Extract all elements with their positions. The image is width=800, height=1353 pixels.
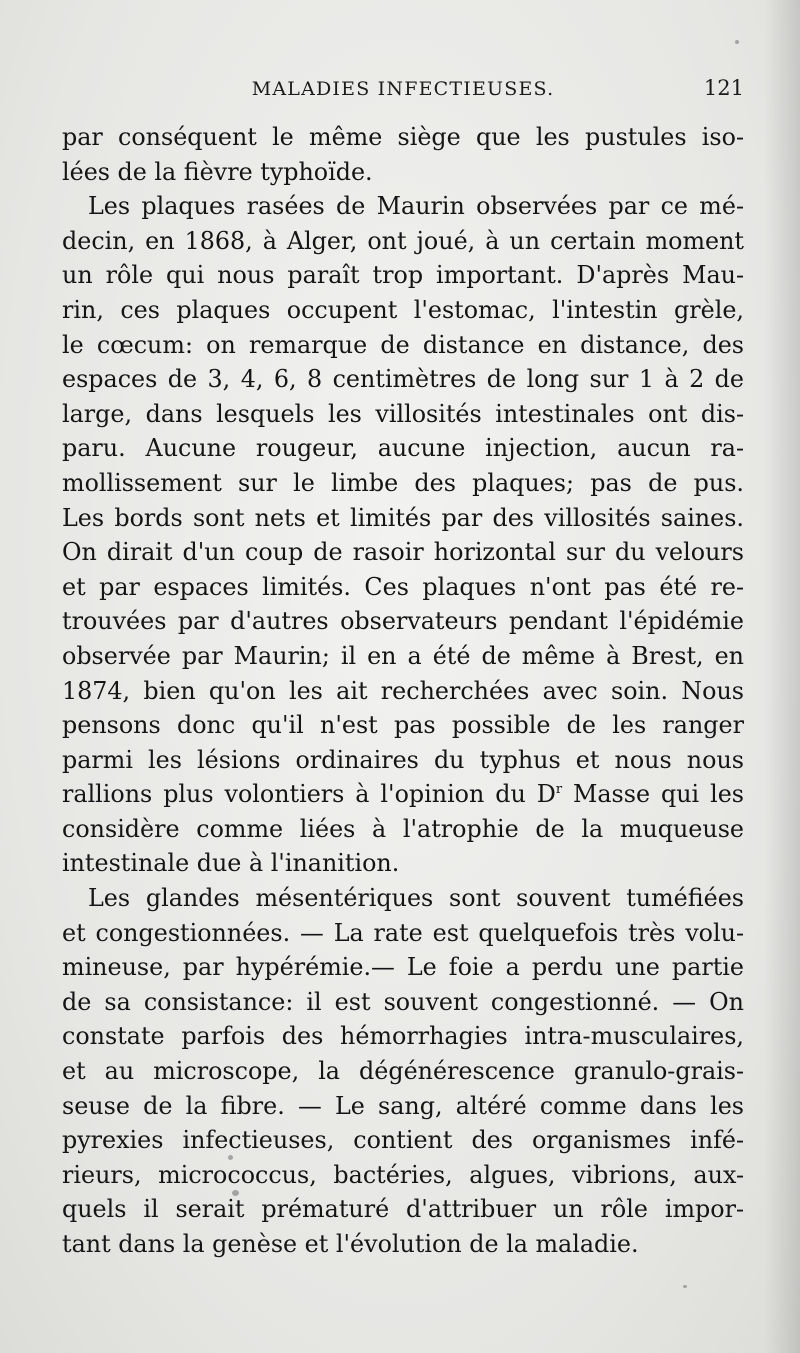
text-line: et par espaces limités. Ces plaques n'ont pas été re- bbox=[62, 572, 744, 601]
running-title: MALADIES INFECTIEUSES. bbox=[251, 78, 555, 100]
text-line: trouvées par d'autres observateurs pendant l'épidémie bbox=[62, 607, 744, 636]
page-header bbox=[62, 74, 744, 110]
text-line: de sa consistance: il est souvent congestionné. — On bbox=[62, 987, 744, 1016]
text-line: decin, en 1868, à Alger, ont joué, à un certain moment bbox=[62, 226, 744, 255]
text-line: lées de la fièvre typhoïde. bbox=[62, 157, 373, 186]
superscript-r: r bbox=[555, 782, 563, 798]
text-line: mollissement sur le limbe des plaques; pas de pus. bbox=[62, 468, 744, 497]
text-line: On dirait d'un coup de rasoir horizontal sur du velours bbox=[62, 538, 744, 567]
text-line: Les plaques rasées de Maurin observées par ce mé- bbox=[88, 192, 744, 221]
text-line: considère comme liées à l'atrophie de la muqueuse bbox=[62, 814, 744, 843]
page-edge-shadow bbox=[764, 0, 800, 1353]
text-line: 1874, bien qu'on les ait recherchées avec soin. Nous bbox=[62, 676, 744, 705]
text-line: tant dans la genèse et l'évolution de la maladie. bbox=[62, 1230, 639, 1258]
text-line: quels il serait prématuré d'attribuer un rôle impor- bbox=[62, 1195, 744, 1224]
line-text-after: Masse qui les bbox=[562, 780, 744, 809]
text-line: rin, ces plaques occupent l'estomac, l'intestin grèle, bbox=[62, 295, 744, 324]
text-line: par conséquent le même siège que les pustules iso- bbox=[62, 123, 744, 151]
text-line: le cœcum: on remarque de distance en distance, des bbox=[62, 330, 744, 359]
text-line: pensons donc qu'il n'est pas possible de les ranger bbox=[62, 711, 744, 740]
text-line: large, dans lesquels les villosités intestinales ont dis- bbox=[62, 399, 744, 428]
text-line: et congestionnées. — La rate est quelquefois très volu- bbox=[62, 918, 744, 947]
line-text-before: rallions plus volontiers à l'opinion du D bbox=[62, 780, 556, 809]
text-line: espaces de 3, 4, 6, 8 centimètres de long sur 1 à 2 de bbox=[62, 365, 744, 394]
text-line: un rôle qui nous paraît trop important. D'après Mau- bbox=[62, 261, 744, 290]
print-speck bbox=[228, 1155, 233, 1160]
text-line: parmi les lésions ordinaires du typhus et nous nous bbox=[62, 745, 744, 774]
print-speck bbox=[735, 40, 739, 44]
paragraph-2 bbox=[62, 189, 744, 881]
paragraph-1 bbox=[62, 120, 744, 189]
text-line: seuse de la fibre. — Le sang, altéré comme dans les bbox=[62, 1091, 744, 1120]
body-text bbox=[62, 120, 744, 1262]
text-line: Les glandes mésentériques sont souvent tuméfiées bbox=[88, 884, 744, 913]
paragraph-3 bbox=[62, 881, 744, 1262]
print-speck bbox=[683, 1285, 687, 1288]
text-line: constate parfois des hémorrhagies intra-musculaires, bbox=[62, 1022, 744, 1051]
print-speck bbox=[232, 1190, 239, 1196]
text-line: mineuse, par hypérémie.— Le foie a perdu une partie bbox=[62, 953, 744, 982]
text-line: observée par Maurin; il en a été de même à Brest, en bbox=[62, 641, 744, 670]
text-line: pyrexies infectieuses, contient des organismes infé- bbox=[62, 1126, 744, 1155]
text-line-with-superscript bbox=[62, 777, 744, 812]
text-line: paru. Aucune rougeur, aucune injection, aucun ra- bbox=[62, 434, 744, 463]
text-line: et au microscope, la dégénérescence granulo-grais- bbox=[62, 1057, 744, 1086]
page-number: 121 bbox=[703, 76, 744, 100]
text-line: rieurs, micrococcus, bactéries, algues, vibrions, aux- bbox=[62, 1160, 744, 1189]
text-line: Les bords sont nets et limités par des villosités saines. bbox=[62, 503, 744, 532]
text-line: intestinale due à l'inanition. bbox=[62, 849, 400, 878]
